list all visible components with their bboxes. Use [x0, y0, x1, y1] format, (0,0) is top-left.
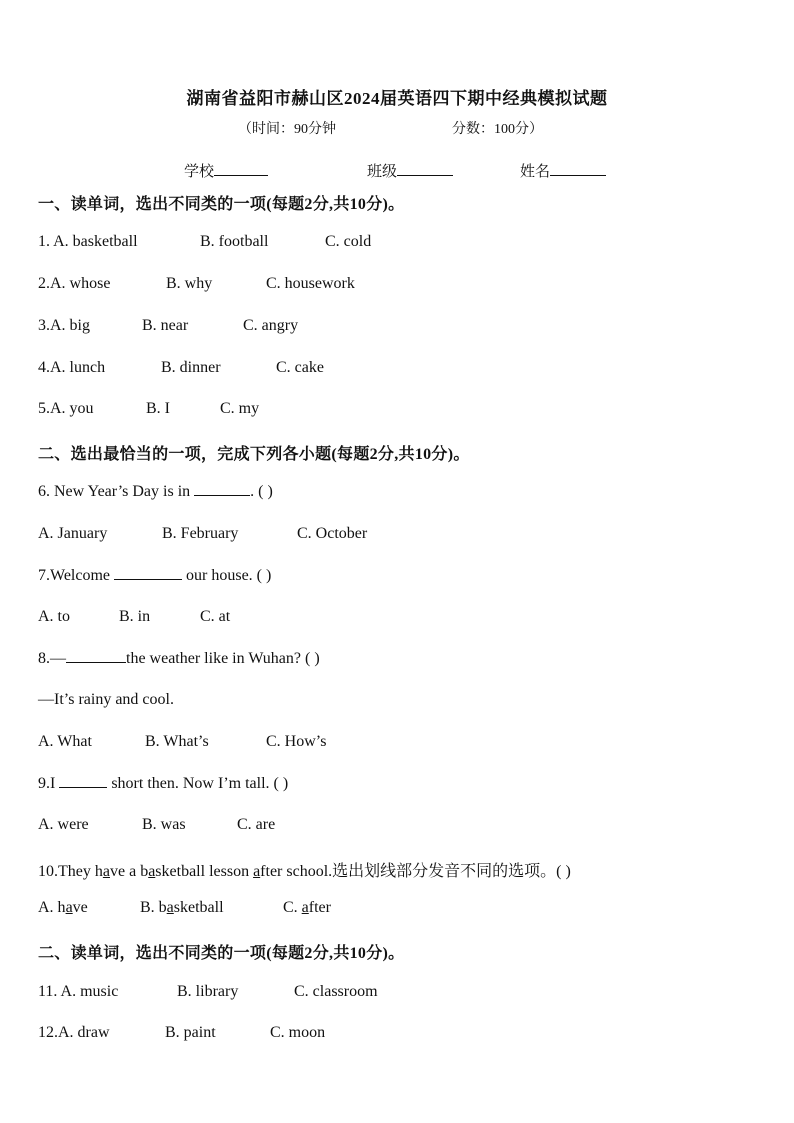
option-c [283, 899, 331, 917]
option-c: C. cake [276, 359, 324, 376]
question-1 [38, 233, 372, 251]
page-title: 湖南省益阳市赫山区2024届英语四下期中经典模拟试题 [186, 89, 608, 108]
question-7-options [38, 608, 231, 626]
option-c: C. my [220, 400, 260, 417]
option-a: A. music [60, 983, 119, 1000]
name-blank[interactable] [550, 175, 606, 176]
option-c: C. are [237, 816, 276, 833]
question-number: 2. [38, 275, 50, 292]
name-field [520, 160, 606, 181]
option-a: A. lunch [50, 359, 106, 376]
question-stem: 6. New Year’s Day is in [38, 483, 191, 500]
option-b: B. I [146, 400, 170, 417]
answer-blank[interactable] [66, 662, 126, 663]
option-a: A. draw [58, 1024, 110, 1041]
exam-time: （时间：90分钟 [238, 122, 336, 137]
underlined-letter: a [253, 863, 261, 880]
question-end: the weather like in Wuhan? ( ) [126, 650, 320, 667]
option-c: C. at [200, 608, 231, 625]
stem-part: fter school.选出划线部分发音不同的选项。( ) [260, 863, 571, 880]
option-b: B. February [162, 525, 239, 542]
option-b: B. paint [165, 1024, 216, 1041]
question-6-options [38, 525, 368, 543]
question-5 [38, 400, 260, 418]
question-11 [38, 983, 378, 1001]
stem-part: ve a b [109, 863, 149, 880]
question-9 [38, 775, 288, 793]
option-b [140, 899, 224, 917]
option-b: B. What’s [145, 733, 209, 750]
option-a: A. January [38, 525, 108, 542]
question-stem: 8.— [38, 650, 66, 667]
question-stem: 9.I [38, 775, 56, 792]
question-stem: 7.Welcome [38, 567, 111, 584]
class-field [367, 160, 453, 181]
option-a: A. basketball [53, 233, 138, 250]
name-label: 姓名 [520, 164, 551, 180]
option-b: B. football [200, 233, 269, 250]
underlined-letter: a [301, 899, 309, 916]
option-c: C. cold [325, 233, 372, 250]
question-end: our house. ( ) [186, 567, 272, 584]
question-number: 4. [38, 359, 50, 376]
option-text: B. b [140, 899, 167, 916]
underlined-letter: a [65, 899, 73, 916]
question-3 [38, 317, 299, 335]
option-a: A. you [50, 400, 94, 417]
question-6 [38, 483, 273, 501]
school-label: 学校 [184, 164, 215, 180]
option-c: C. October [297, 525, 368, 542]
class-label: 班级 [367, 164, 398, 180]
question-number: 1. [38, 233, 54, 250]
question-12 [38, 1024, 326, 1042]
stem-part: 10.They h [38, 863, 103, 880]
section-heading-1: 一、读单词，选出不同类的一项(每题2分,共10分)。 [38, 196, 405, 213]
option-a: A. What [38, 733, 92, 750]
option-a: A. big [50, 317, 90, 334]
question-9-options [38, 816, 276, 834]
question-number: 5. [38, 400, 50, 417]
question-8-reply: —It’s rainy and cool. [38, 691, 174, 708]
exam-score: 分数：100分） [452, 122, 543, 137]
option-b: B. was [142, 816, 186, 833]
question-end: short then. Now I’m tall. ( ) [111, 775, 289, 792]
question-number: 3. [38, 317, 50, 334]
option-b: B. why [166, 275, 213, 292]
option-c: C. How’s [266, 733, 327, 750]
question-8 [38, 650, 320, 668]
underlined-letter: a [102, 863, 110, 880]
question-2 [38, 275, 355, 293]
option-text: fter [308, 899, 331, 916]
stem-part: sketball lesson [155, 863, 254, 880]
answer-blank[interactable] [59, 787, 107, 788]
school-blank[interactable] [214, 175, 268, 176]
question-end: . ( ) [250, 483, 273, 500]
question-number: 12. [38, 1024, 58, 1041]
option-text: sketball [173, 899, 224, 916]
option-b: B. library [177, 983, 239, 1000]
section-heading-3: 二、读单词，选出不同类的一项(每题2分,共10分)。 [38, 945, 405, 962]
class-blank[interactable] [397, 175, 453, 176]
school-field [184, 160, 268, 181]
section-heading-2: 二、选出最恰当的一项，完成下列各小题(每题2分,共10分)。 [38, 446, 470, 463]
option-b: B. dinner [161, 359, 221, 376]
underlined-letter: a [166, 899, 174, 916]
question-4 [38, 359, 324, 377]
option-a [38, 899, 88, 916]
question-8-options [38, 733, 327, 751]
option-text: C. [283, 899, 302, 916]
option-c: C. housework [266, 275, 355, 292]
option-c: C. angry [243, 317, 299, 334]
option-b: B. in [119, 608, 151, 625]
question-10 [38, 858, 571, 881]
option-a: A. whose [50, 275, 111, 292]
option-c: C. classroom [294, 983, 378, 1000]
option-c: C. moon [270, 1024, 326, 1041]
underlined-letter: a [148, 863, 156, 880]
option-text: ve [72, 899, 88, 916]
option-a: A. were [38, 816, 89, 833]
question-10-options [38, 899, 331, 917]
question-number: 11. [38, 983, 61, 1000]
answer-blank[interactable] [114, 579, 182, 580]
answer-blank[interactable] [194, 495, 250, 496]
option-a: A. to [38, 608, 70, 625]
question-7 [38, 567, 271, 585]
option-text: A. h [38, 899, 66, 916]
option-b: B. near [142, 317, 189, 334]
